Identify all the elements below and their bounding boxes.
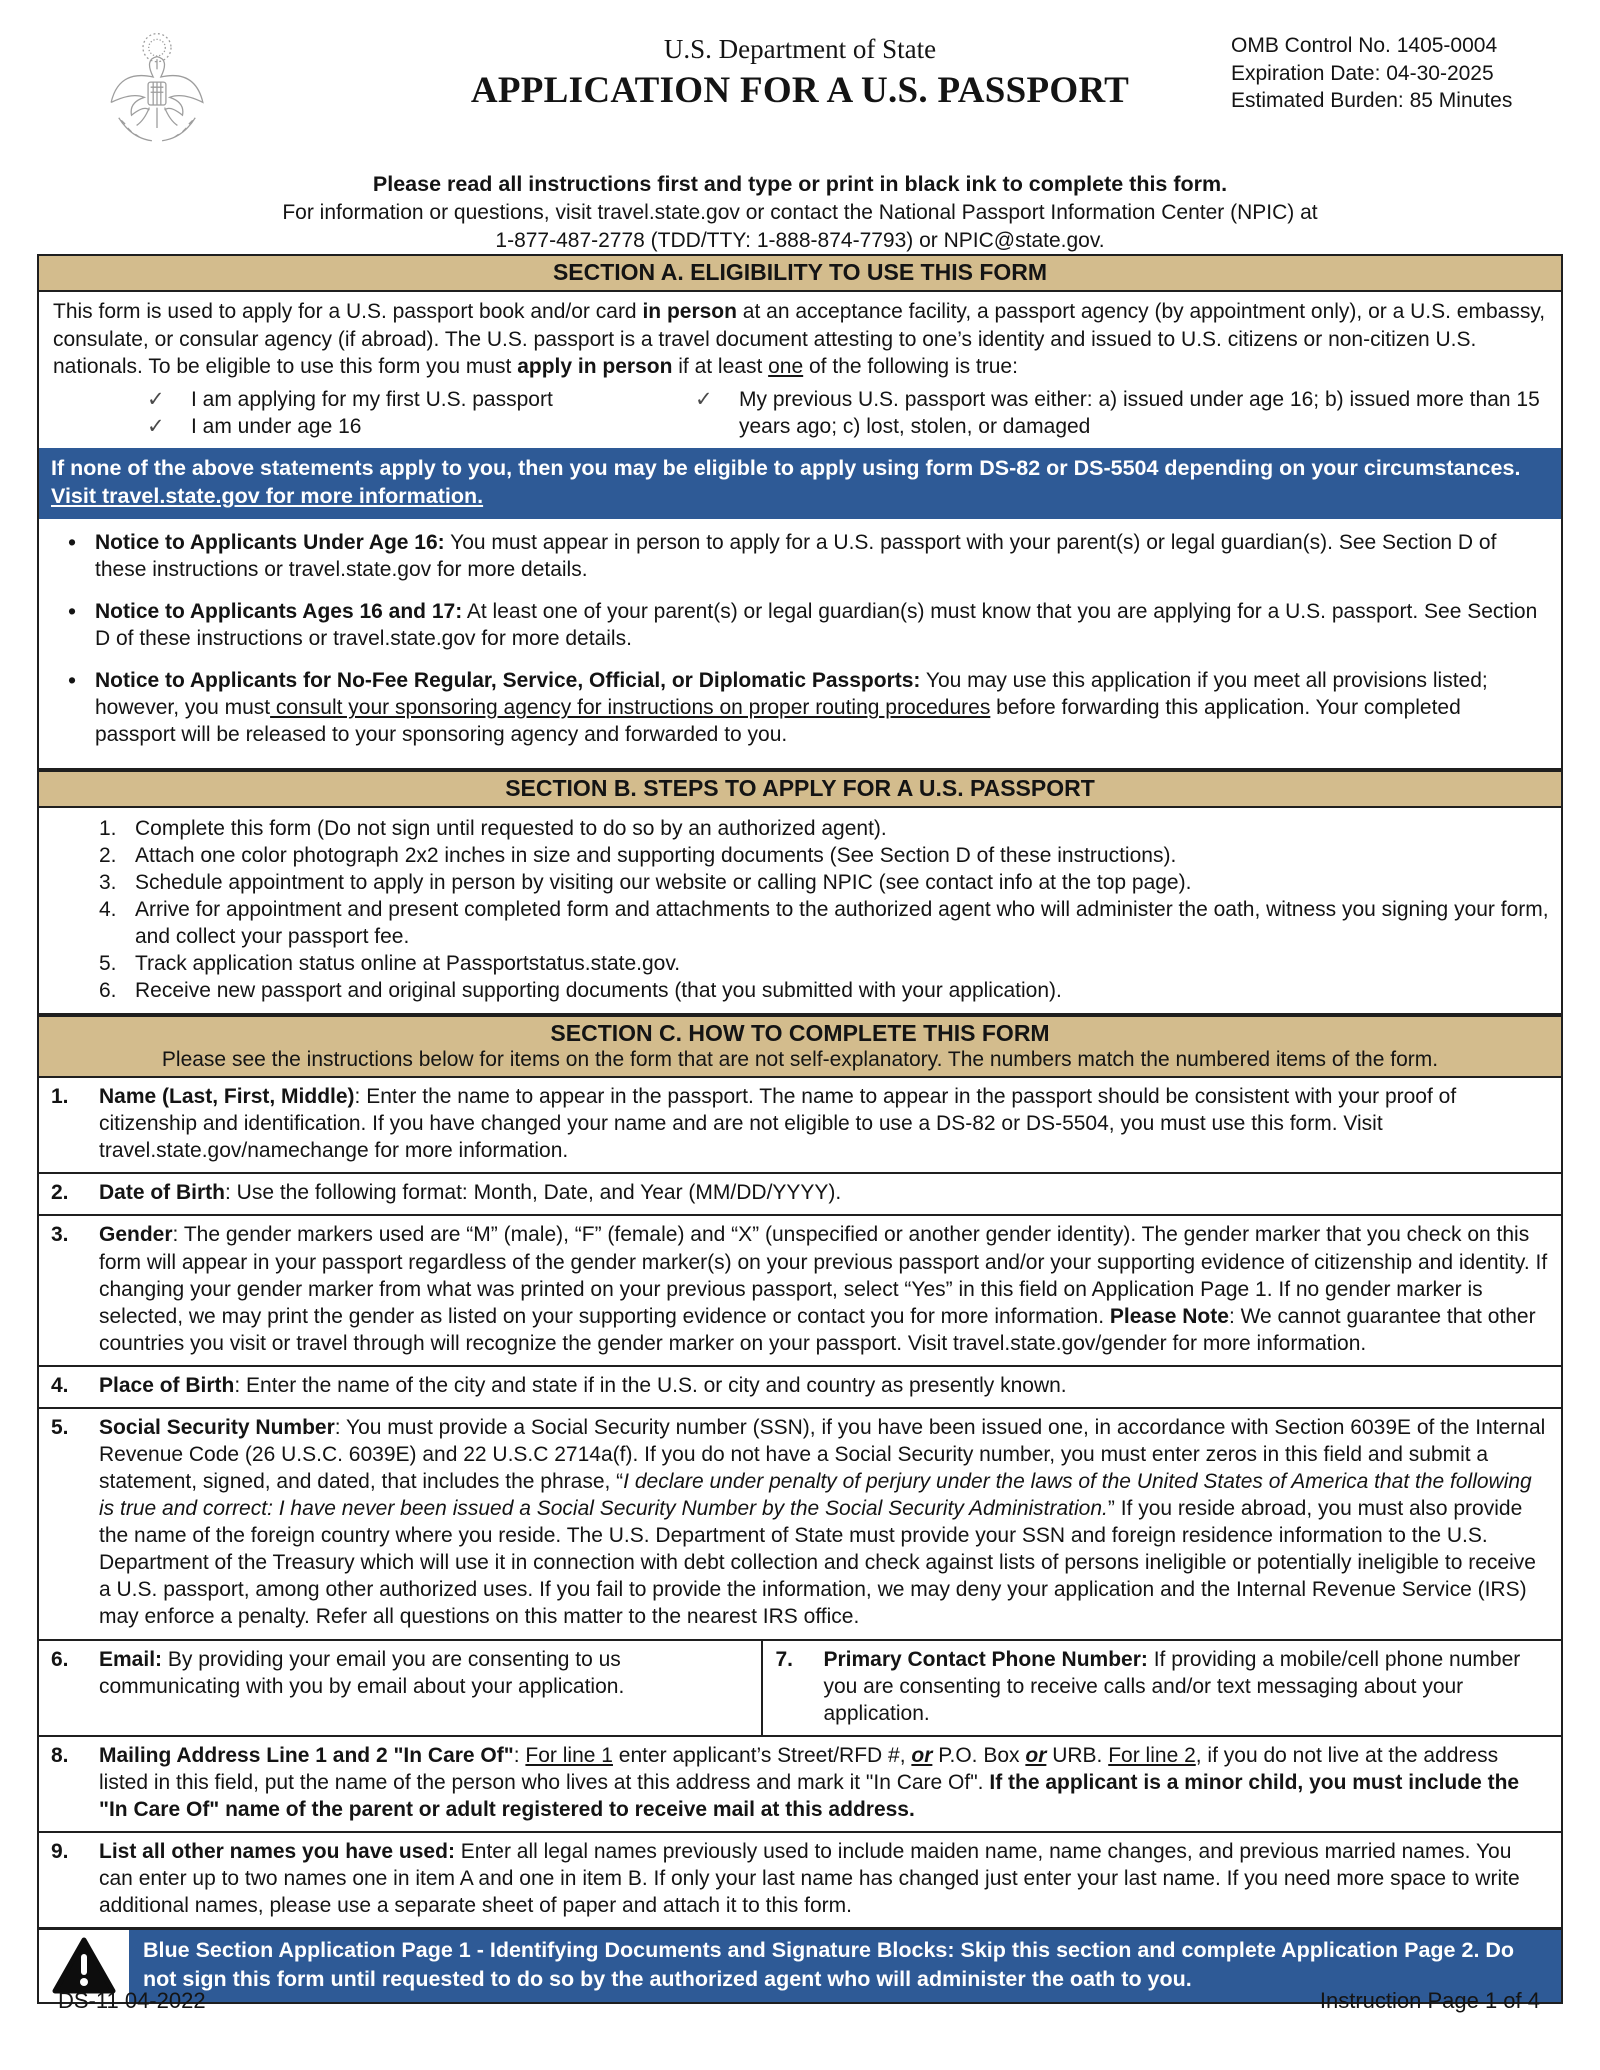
item-number: 9. [51,1839,69,1863]
notice-item [49,598,1547,652]
intro-line-2: For information or questions, visit travel.state.gov or contact the National Passport Information Center (NPIC) at [282,200,1318,224]
section-b-header: SECTION B. STEPS TO APPLY FOR A U.S. PASSPORT [37,770,1563,808]
item-number: 5. [51,1415,69,1439]
footer-page-number: Instruction Page 1 of 4 [1319,1988,1540,2013]
item-number: 1. [51,1085,69,1109]
notice-item [49,529,1547,583]
bullet-icon: • [67,529,77,556]
checklist-item-label: My previous U.S. passport was either: a) issued under age 16; b) issued more than 15 years ago; c) lost, stolen, or damaged [739,387,1540,438]
steps-list [39,808,1561,1014]
notice-item [49,667,1547,748]
checklist-item [695,386,1549,440]
intro-note [37,170,1563,254]
form-title: APPLICATION FOR A U.S. PASSPORT [470,70,1130,111]
section-c-body [37,1078,1563,2004]
step-item [99,815,1549,842]
instruction-item [39,1735,1561,1831]
agency-name: U.S. Department of State [663,34,937,64]
item-text: Place of Birth: Enter the name of the city and state if in the U.S. or city and country as presently known. [99,1373,1067,1397]
notice-text: Notice to Applicants for No-Fee Regular, Service, Official, or Diplomatic Passports: You may use this application if you meet all provisions listed; however, you must consult your sponsoring agency for instructions on proper routing procedures before forwarding this application. Your completed passport will be released to your sponsoring agency and forwarded to you. [95,669,1488,747]
item-number: 4. [51,1373,69,1397]
instruction-item [39,1407,1561,1639]
bullet-icon: • [67,667,77,694]
section-c-intro: Please see the instructions below for items on the form that are not self-explanatory. The numbers match the numbered items of the form. [161,1048,1439,1072]
check-icon: ✓ [147,414,165,438]
checklist-item [147,413,695,440]
bullet-icon: • [67,598,77,625]
step-item [99,950,1549,977]
step-item [99,896,1549,950]
item-text: Email: By providing your email you are consenting to us communicating with you by email about your application. [99,1647,625,1698]
step-number: 2. [99,843,117,867]
step-item [99,842,1549,869]
item-text: Mailing Address Line 1 and 2 "In Care Of": For line 1 enter applicant’s Street/RFD #, or P.O. Box or URB. For line 2, if you do not live at the address listed in this field, put the name of the person who lives at this address and mark it "In Care Of". If the applicant is a minor child, you must include the "In Care Of" name of the parent or adult registered to receive mail at this address. [99,1743,1520,1821]
omb-control: OMB Control No. 1405-0004 [1231,34,1498,57]
expiration-date: Expiration Date: 04-30-2025 [1231,61,1494,85]
item-number: 6. [51,1647,69,1671]
email-phone-row [39,1639,1561,1735]
item-number: 3. [51,1223,69,1247]
check-icon: ✓ [695,387,713,411]
item-text: Gender: The gender markers used are “M” (male), “F” (female) and “X” (unspecified or another gender identity). The gender marker that you check on this form will appear in your passport regardless of the gender marker(s) on your previous passport and/or your supporting evidence of citizenship and identity. If changing your gender marker from what was printed on your previous passport, select “Yes” in this field on Application Page 1. If no gender marker is selected, we may print the gender as listed on your supporting evidence or contact you for more information. Please Note: We cannot guarantee that other countries you visit or travel through will recognize the gender marker on your passport. Visit travel.state.gov/gender for more information. [99,1223,1548,1355]
item-number: 7. [775,1647,793,1671]
item-text: Primary Contact Phone Number: If providing a mobile/cell phone number you are consenting to receive calls and/or text messaging about your application. [823,1647,1521,1725]
intro-line-1: Please read all instructions first and type or print in black ink to complete this form. [372,172,1228,196]
instruction-item [39,1214,1561,1364]
step-item [99,977,1549,1004]
notice-text: Notice to Applicants Under Age 16: You must appear in person to apply for a U.S. passport with your parent(s) or legal guardian(s). See Section D of these instructions or travel.state.gov for more details. [95,531,1497,582]
warning-text: Blue Section Application Page 1 - Identifying Documents and Signature Blocks: Skip this section and complete Application Page 2. Do not sign this form until requested to do so by the authorized agent who will administer the oath to you. [129,1930,1561,2002]
section-a-header: SECTION A. ELIGIBILITY TO USE THIS FORM [37,254,1563,292]
item-text: Social Security Number: You must provide a Social Security number (SSN), if you have been issued one, in accordance with Section 6039E of the Internal Revenue Code (26 U.S.C. 6039E) and 22 U.S.C 2714a(f). If you do not have a Social Security number, you must enter zeros in this field and submit a statement, signed, and dated, that includes the phrase, “I declare under penalty of perjury under the laws of the United States of America that the following is true and correct: I have never been issued a Social Security Number by the Social Security Administration.” If you reside abroad, you must also provide the name of the foreign country where you reside. The U.S. Department of State must provide your SSN and foreign residence information to the U.S. Department of the Treasury which will use it in connection with debt collection and check against lists of persons ineligible or potentially ineligible to receive a U.S. passport, among other authorized uses. If you fail to provide the information, we may deny your application and the Internal Revenue Service (IRS) may enforce a penalty. Refer all questions on this matter to the nearest IRS office. [99,1415,1546,1629]
check-icon: ✓ [147,387,165,411]
item-number: 2. [51,1181,69,1205]
item-text: List all other names you have used: Enter all legal names previously used to include maiden name, name changes, and previous married names. You can enter up to two names one in item A and one in item B. If only your last name has changed just enter your last name. If you need more space to write additional names, please use a separate sheet of paper and attach it to this form. [99,1839,1520,1918]
instruction-item [39,1078,1561,1172]
step-number: 5. [99,951,117,975]
ds82-eligibility-banner: If none of the above statements apply to you, then you may be eligible to apply using form DS-82 or DS-5504 depending on your circumstances. Visit travel.state.gov for more information. [39,448,1561,519]
section-c-header [37,1015,1563,1078]
intro-line-3: 1-877-487-2778 (TDD/TTY: 1-888-874-7793) or NPIC@state.gov. [495,228,1105,252]
step-text: Arrive for appointment and present completed form and attachments to the authorized agent who will administer the oath, witness you signing your form, and collect your passport fee. [135,897,1549,948]
instruction-item [39,1365,1561,1407]
step-text: Track application status online at Passportstatus.state.gov. [135,951,681,975]
footer-form-number: DS-11 04-2022 [58,1988,206,2013]
checklist-item-label: I am applying for my first U.S. passport [191,387,553,411]
section-a-body [37,292,1563,769]
eligibility-paragraph: This form is used to apply for a U.S. passport book and/or card in person at an acceptance facility, a passport agency (by appointment only), or a U.S. embassy, consulate, or consular agency (if abroad). The U.S. passport is a travel document attesting to one’s identity and issued to U.S. citizens or non-citizen U.S. nationals. To be eligible to use this form you must apply in person if at least one of the following is true: [53,300,1546,378]
item-number: 8. [51,1743,69,1767]
step-number: 4. [99,897,117,921]
page-header [37,20,1563,168]
instruction-item [39,1831,1561,1927]
step-item [99,869,1549,896]
checklist-item [147,386,695,413]
item-text: Date of Birth: Use the following format: Month, Date, and Year (MM/DD/YYYY). [99,1181,842,1205]
instruction-item [39,1172,1561,1214]
instruction-item-email [39,1641,763,1735]
notice-text: Notice to Applicants Ages 16 and 17: At least one of your parent(s) or legal guardian(s) must know that you are applying for a U.S. passport. See Section D of these instructions or travel.state.gov for more details. [95,600,1538,651]
step-number: 1. [99,816,117,840]
step-text: Complete this form (Do not sign until requested to do so by an authorized agent). [135,816,887,840]
step-text: Schedule appointment to apply in person by visiting our website or calling NPIC (see contact info at the top page). [135,870,1192,894]
us-great-seal-icon [93,26,221,161]
notices-list [39,519,1561,768]
step-number: 3. [99,870,117,894]
item-text: Name (Last, First, Middle): Enter the name to appear in the passport. The name to appear in the passport should be consistent with your proof of citizenship and identification. If you have changed your name and are not eligible to use a DS-82 or DS-5504, you must use this form. Visit travel.state.gov/namechange for more information. [99,1085,1457,1163]
section-c-title: SECTION C. HOW TO COMPLETE THIS FORM [550,1020,1050,1047]
section-b-body [37,808,1563,1016]
omb-block [1231,32,1563,115]
eligibility-checklist [39,382,1561,442]
step-text: Attach one color photograph 2x2 inches in size and supporting documents (See Section D of these instructions). [135,843,1177,867]
checklist-item-label: I am under age 16 [191,414,362,438]
step-number: 6. [99,979,117,1003]
estimated-burden: Estimated Burden: 85 Minutes [1231,89,1513,113]
step-text: Receive new passport and original supporting documents (that you submitted with your application). [135,979,1062,1003]
instruction-item-phone [763,1641,1561,1735]
